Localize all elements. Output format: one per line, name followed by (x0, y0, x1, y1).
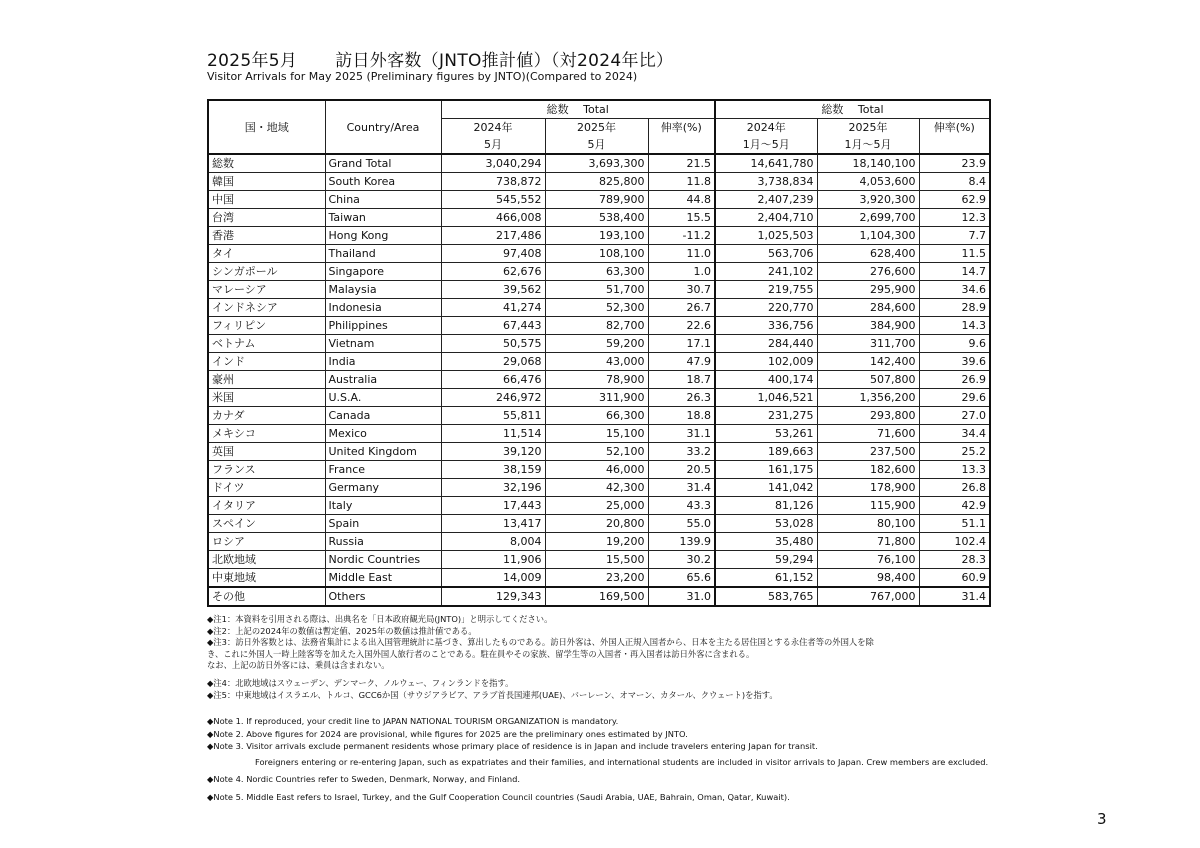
notes-japanese-regions (207, 678, 778, 701)
note-en-4: ◆Note 4. Nordic Countries refer to Sweden, Denmark, Norway, and Finland. (207, 774, 521, 784)
cell-en: Malaysia (325, 281, 441, 299)
cell-en: South Korea (325, 173, 441, 191)
table-row (208, 407, 990, 425)
cell-may-growth: 26.7 (648, 299, 715, 317)
cell-ytd2024: 219,755 (715, 281, 817, 299)
cell-may2025: 23,200 (545, 569, 648, 588)
cell-ytd-growth: 12.3 (919, 209, 990, 227)
cell-may2024: 50,575 (441, 335, 545, 353)
cell-en: Spain (325, 515, 441, 533)
header-row-group (208, 100, 990, 119)
table-row (208, 353, 990, 371)
cell-ytd-growth: 13.3 (919, 461, 990, 479)
cell-ytd2024: 336,756 (715, 317, 817, 335)
table-row (208, 551, 990, 569)
note-en-3: ◆Note 3. Visitor arrivals exclude permanent residents whose primary place of residence is in Japan and include travelers entering Japan for transit. (207, 741, 818, 751)
cell-ytd-growth: 25.2 (919, 443, 990, 461)
cell-may-growth: 31.1 (648, 425, 715, 443)
cell-may2024: 66,476 (441, 371, 545, 389)
cell-ytd2025: 98,400 (817, 569, 919, 588)
cell-may2025: 19,200 (545, 533, 648, 551)
cell-ytd2025: 3,920,300 (817, 191, 919, 209)
cell-en: Taiwan (325, 209, 441, 227)
visitor-arrivals-table (207, 99, 991, 607)
cell-ytd2025: 182,600 (817, 461, 919, 479)
cell-may-growth: 44.8 (648, 191, 715, 209)
cell-may2024: 246,972 (441, 389, 545, 407)
cell-may2025: 63,300 (545, 263, 648, 281)
table-row (208, 245, 990, 263)
cell-en: France (325, 461, 441, 479)
cell-may-growth: 18.8 (648, 407, 715, 425)
cell-may-growth: 31.4 (648, 479, 715, 497)
table-row (208, 299, 990, 317)
cell-ytd2025: 284,600 (817, 299, 919, 317)
cell-ytd2025: 2,699,700 (817, 209, 919, 227)
cell-may2024: 8,004 (441, 533, 545, 551)
cell-may2025: 538,400 (545, 209, 648, 227)
cell-ytd-growth: 29.6 (919, 389, 990, 407)
col-group-ytd: 総数 Total (715, 100, 990, 119)
cell-ytd2025: 311,700 (817, 335, 919, 353)
cell-may-growth: 139.9 (648, 533, 715, 551)
cell-may-growth: 20.5 (648, 461, 715, 479)
cell-may2024: 738,872 (441, 173, 545, 191)
cell-ytd-growth: 14.3 (919, 317, 990, 335)
cell-en: Mexico (325, 425, 441, 443)
cell-ytd-growth: 102.4 (919, 533, 990, 551)
table-row (208, 154, 990, 173)
cell-jp: カナダ (208, 407, 325, 425)
cell-may-growth: 18.7 (648, 371, 715, 389)
col-header-ytd-2025-range: 1月～5月 (817, 136, 919, 154)
cell-jp: 中東地域 (208, 569, 325, 588)
cell-en: Australia (325, 371, 441, 389)
cell-may2024: 41,274 (441, 299, 545, 317)
cell-en: Philippines (325, 317, 441, 335)
cell-ytd-growth: 9.6 (919, 335, 990, 353)
table-body (208, 154, 990, 606)
cell-ytd2024: 231,275 (715, 407, 817, 425)
cell-may2025: 52,100 (545, 443, 648, 461)
note-en-1: ◆Note 1. If reproduced, your credit line to JAPAN NATIONAL TOURISM ORGANIZATION is mandatory. (207, 716, 619, 726)
cell-ytd2025: 237,500 (817, 443, 919, 461)
col-header-ytd-growth: 伸率(%) (919, 119, 990, 155)
cell-may2024: 39,562 (441, 281, 545, 299)
cell-may2024: 17,443 (441, 497, 545, 515)
table-row (208, 335, 990, 353)
cell-en: Others (325, 587, 441, 606)
table-row (208, 533, 990, 551)
cell-ytd2025: 1,356,200 (817, 389, 919, 407)
cell-en: U.S.A. (325, 389, 441, 407)
cell-ytd2025: 507,800 (817, 371, 919, 389)
note-jp-3: ◆注3：訪日外客数とは、法務省集計による出入国管理統計に基づき、算出したものである。訪日外客は、外国人正規入国者から、日本を主たる居住国とする永住者等の外国人を除 (207, 637, 874, 647)
cell-may-growth: 47.9 (648, 353, 715, 371)
cell-en: Hong Kong (325, 227, 441, 245)
cell-en: China (325, 191, 441, 209)
cell-may2024: 55,811 (441, 407, 545, 425)
cell-ytd2025: 4,053,600 (817, 173, 919, 191)
cell-may2025: 52,300 (545, 299, 648, 317)
cell-ytd-growth: 28.9 (919, 299, 990, 317)
cell-ytd-growth: 26.9 (919, 371, 990, 389)
cell-may2024: 11,906 (441, 551, 545, 569)
table-row (208, 263, 990, 281)
cell-ytd2024: 102,009 (715, 353, 817, 371)
table-row (208, 425, 990, 443)
cell-jp: インド (208, 353, 325, 371)
table-row (208, 515, 990, 533)
note-en-2: ◆Note 2. Above figures for 2024 are provisional, while figures for 2025 are the preliminary ones estimated by JNTO. (207, 728, 688, 739)
cell-en: Nordic Countries (325, 551, 441, 569)
cell-ytd-growth: 39.6 (919, 353, 990, 371)
cell-jp: 北欧地域 (208, 551, 325, 569)
cell-ytd-growth: 62.9 (919, 191, 990, 209)
cell-ytd2024: 61,152 (715, 569, 817, 588)
cell-jp: 中国 (208, 191, 325, 209)
cell-jp: フィリピン (208, 317, 325, 335)
cell-ytd2024: 1,046,521 (715, 389, 817, 407)
note-jp-4: ◆注4：北欧地域はスウェーデン、デンマーク、ノルウェー、フィンランドを指す。 (207, 678, 514, 688)
cell-jp: 台湾 (208, 209, 325, 227)
note-jp-3-cont: き、これに外国人一時上陸客等を加えた入国外国人旅行者のことである。駐在員やその家族、留学生等の入国者・再入国者は訪日外客に含まれる。 (207, 648, 755, 659)
col-group-may: 総数 Total (441, 100, 715, 119)
cell-may2025: 20,800 (545, 515, 648, 533)
cell-may2025: 169,500 (545, 587, 648, 606)
cell-may-growth: 33.2 (648, 443, 715, 461)
cell-ytd2024: 141,042 (715, 479, 817, 497)
cell-jp: その他 (208, 587, 325, 606)
cell-may-growth: 11.0 (648, 245, 715, 263)
cell-ytd2024: 1,025,503 (715, 227, 817, 245)
cell-ytd-growth: 31.4 (919, 587, 990, 606)
cell-may-growth: 22.6 (648, 317, 715, 335)
cell-en: Grand Total (325, 154, 441, 173)
cell-may2025: 59,200 (545, 335, 648, 353)
cell-may2024: 466,008 (441, 209, 545, 227)
table-row (208, 497, 990, 515)
cell-may2025: 3,693,300 (545, 154, 648, 173)
cell-may2025: 78,900 (545, 371, 648, 389)
table-row (208, 443, 990, 461)
cell-may2024: 97,408 (441, 245, 545, 263)
cell-jp: 米国 (208, 389, 325, 407)
cell-ytd2024: 2,407,239 (715, 191, 817, 209)
cell-may2024: 14,009 (441, 569, 545, 588)
page-number: 3 (1097, 810, 1107, 828)
cell-ytd2025: 142,400 (817, 353, 919, 371)
col-header-country-jp: 国・地域 (208, 100, 325, 154)
cell-ytd2025: 628,400 (817, 245, 919, 263)
cell-ytd2024: 2,404,710 (715, 209, 817, 227)
title-month: 2025年5月 (207, 51, 298, 71)
cell-may2024: 3,040,294 (441, 154, 545, 173)
cell-may-growth: 30.7 (648, 281, 715, 299)
col-header-ytd-2025: 2025年 (817, 119, 919, 137)
cell-may2025: 789,900 (545, 191, 648, 209)
page-title (207, 46, 673, 71)
cell-ytd2025: 1,104,300 (817, 227, 919, 245)
cell-en: Vietnam (325, 335, 441, 353)
cell-ytd-growth: 11.5 (919, 245, 990, 263)
col-header-ytd-2024: 2024年 (715, 119, 817, 137)
cell-jp: 韓国 (208, 173, 325, 191)
cell-ytd2025: 71,600 (817, 425, 919, 443)
notes-japanese (207, 614, 874, 672)
cell-jp: 総数 (208, 154, 325, 173)
cell-ytd2025: 276,600 (817, 263, 919, 281)
cell-en: Thailand (325, 245, 441, 263)
cell-may-growth: -11.2 (648, 227, 715, 245)
cell-ytd2024: 3,738,834 (715, 173, 817, 191)
cell-may2024: 11,514 (441, 425, 545, 443)
cell-jp: ドイツ (208, 479, 325, 497)
cell-ytd2025: 80,100 (817, 515, 919, 533)
cell-may2025: 193,100 (545, 227, 648, 245)
cell-ytd2024: 284,440 (715, 335, 817, 353)
col-header-may-2025: 2025年 (545, 119, 648, 137)
cell-en: Singapore (325, 263, 441, 281)
cell-may2024: 129,343 (441, 587, 545, 606)
cell-may2024: 62,676 (441, 263, 545, 281)
cell-may2024: 32,196 (441, 479, 545, 497)
cell-ytd2025: 178,900 (817, 479, 919, 497)
cell-may2025: 46,000 (545, 461, 648, 479)
cell-ytd-growth: 26.8 (919, 479, 990, 497)
cell-ytd2024: 563,706 (715, 245, 817, 263)
cell-en: Middle East (325, 569, 441, 588)
cell-ytd-growth: 28.3 (919, 551, 990, 569)
cell-jp: フランス (208, 461, 325, 479)
cell-ytd2025: 18,140,100 (817, 154, 919, 173)
note-jp-3-cont2: なお、上記の訪日外客には、乗員は含まれない。 (207, 660, 390, 670)
cell-ytd2025: 76,100 (817, 551, 919, 569)
cell-jp: スペイン (208, 515, 325, 533)
cell-ytd2024: 189,663 (715, 443, 817, 461)
table-row (208, 479, 990, 497)
cell-ytd2024: 35,480 (715, 533, 817, 551)
cell-ytd-growth: 34.6 (919, 281, 990, 299)
cell-may2024: 13,417 (441, 515, 545, 533)
cell-may2025: 825,800 (545, 173, 648, 191)
cell-en: India (325, 353, 441, 371)
cell-ytd2024: 53,261 (715, 425, 817, 443)
cell-jp: インドネシア (208, 299, 325, 317)
cell-jp: 豪州 (208, 371, 325, 389)
note-jp-1: ◆注1：本資料を引用される際は、出典名を「日本政府観光局(JNTO)」と明示してください。 (207, 614, 553, 624)
cell-ytd2024: 400,174 (715, 371, 817, 389)
cell-may-growth: 65.6 (648, 569, 715, 588)
cell-ytd2025: 295,900 (817, 281, 919, 299)
title-main: 訪日外客数（JNTO推計値）（対2024年比） (335, 51, 674, 71)
cell-may-growth: 11.8 (648, 173, 715, 191)
cell-may2025: 43,000 (545, 353, 648, 371)
page-subtitle: Visitor Arrivals for May 2025 (Preliminary figures by JNTO)(Compared to 2024) (207, 70, 638, 83)
cell-may2025: 311,900 (545, 389, 648, 407)
cell-ytd2024: 220,770 (715, 299, 817, 317)
cell-ytd2025: 293,800 (817, 407, 919, 425)
cell-jp: タイ (208, 245, 325, 263)
note-jp-5: ◆注5：中東地域はイスラエル、トルコ、GCC6か国（サウジアラビア、アラブ首長国連邦(UAE)、バーレーン、オマーン、カタール、クウェート)を指す。 (207, 689, 778, 700)
col-header-may-growth: 伸率(%) (648, 119, 715, 155)
notes-english (207, 715, 988, 803)
cell-may-growth: 30.2 (648, 551, 715, 569)
note-en-5: ◆Note 5. Middle East refers to Israel, Turkey, and the Gulf Cooperation Council countries (Saudi Arabia, UAE, Bahrain, Oman, Qatar, Kuwait). (207, 791, 790, 802)
cell-ytd2025: 384,900 (817, 317, 919, 335)
cell-jp: ベトナム (208, 335, 325, 353)
cell-may-growth: 55.0 (648, 515, 715, 533)
cell-en: Italy (325, 497, 441, 515)
cell-may2024: 39,120 (441, 443, 545, 461)
col-header-may-2025-month: 5月 (545, 136, 648, 154)
cell-en: Russia (325, 533, 441, 551)
col-header-ytd-2024-range: 1月～5月 (715, 136, 817, 154)
cell-jp: ロシア (208, 533, 325, 551)
cell-may2025: 51,700 (545, 281, 648, 299)
cell-ytd-growth: 23.9 (919, 154, 990, 173)
cell-jp: マレーシア (208, 281, 325, 299)
cell-may2024: 545,552 (441, 191, 545, 209)
cell-ytd2024: 14,641,780 (715, 154, 817, 173)
cell-may2025: 66,300 (545, 407, 648, 425)
col-header-country-en: Country/Area (325, 100, 441, 154)
cell-en: Indonesia (325, 299, 441, 317)
table-row (208, 227, 990, 245)
cell-jp: 英国 (208, 443, 325, 461)
cell-may2025: 15,500 (545, 551, 648, 569)
cell-ytd-growth: 51.1 (919, 515, 990, 533)
table-row (208, 173, 990, 191)
note-en-3-cont: Foreigners entering or re-entering Japan, such as expatriates and their families, and international students are included in visitor arrivals to Japan. Crew members are excluded. (255, 756, 989, 767)
cell-ytd-growth: 14.7 (919, 263, 990, 281)
cell-may2025: 15,100 (545, 425, 648, 443)
cell-jp: シンガポール (208, 263, 325, 281)
cell-ytd2024: 59,294 (715, 551, 817, 569)
cell-ytd2024: 161,175 (715, 461, 817, 479)
cell-may-growth: 43.3 (648, 497, 715, 515)
cell-en: Germany (325, 479, 441, 497)
cell-may-growth: 21.5 (648, 154, 715, 173)
cell-ytd-growth: 7.7 (919, 227, 990, 245)
cell-may2025: 82,700 (545, 317, 648, 335)
cell-may-growth: 15.5 (648, 209, 715, 227)
cell-may2025: 108,100 (545, 245, 648, 263)
table-row (208, 209, 990, 227)
cell-may2025: 25,000 (545, 497, 648, 515)
cell-jp: イタリア (208, 497, 325, 515)
cell-en: United Kingdom (325, 443, 441, 461)
cell-ytd-growth: 42.9 (919, 497, 990, 515)
cell-may-growth: 17.1 (648, 335, 715, 353)
cell-ytd2025: 115,900 (817, 497, 919, 515)
col-header-may-2024-month: 5月 (441, 136, 545, 154)
cell-ytd2024: 81,126 (715, 497, 817, 515)
cell-ytd2024: 583,765 (715, 587, 817, 606)
cell-may2024: 29,068 (441, 353, 545, 371)
table-row (208, 371, 990, 389)
cell-ytd-growth: 60.9 (919, 569, 990, 588)
table-row (208, 587, 990, 606)
table-row (208, 389, 990, 407)
table-row (208, 569, 990, 588)
cell-may2024: 38,159 (441, 461, 545, 479)
note-jp-2: ◆注2：上記の2024年の数値は暫定値、2025年の数値は推計値である。 (207, 625, 477, 636)
cell-jp: メキシコ (208, 425, 325, 443)
cell-ytd-growth: 27.0 (919, 407, 990, 425)
table-row (208, 317, 990, 335)
cell-ytd-growth: 8.4 (919, 173, 990, 191)
cell-jp: 香港 (208, 227, 325, 245)
cell-may-growth: 1.0 (648, 263, 715, 281)
cell-ytd2025: 767,000 (817, 587, 919, 606)
cell-ytd-growth: 34.4 (919, 425, 990, 443)
col-header-may-2024: 2024年 (441, 119, 545, 137)
cell-ytd2024: 53,028 (715, 515, 817, 533)
cell-may2024: 67,443 (441, 317, 545, 335)
cell-may2024: 217,486 (441, 227, 545, 245)
cell-ytd2024: 241,102 (715, 263, 817, 281)
table-row (208, 461, 990, 479)
cell-may-growth: 31.0 (648, 587, 715, 606)
cell-may2025: 42,300 (545, 479, 648, 497)
table-row (208, 191, 990, 209)
table-row (208, 281, 990, 299)
cell-may-growth: 26.3 (648, 389, 715, 407)
cell-en: Canada (325, 407, 441, 425)
cell-ytd2025: 71,800 (817, 533, 919, 551)
